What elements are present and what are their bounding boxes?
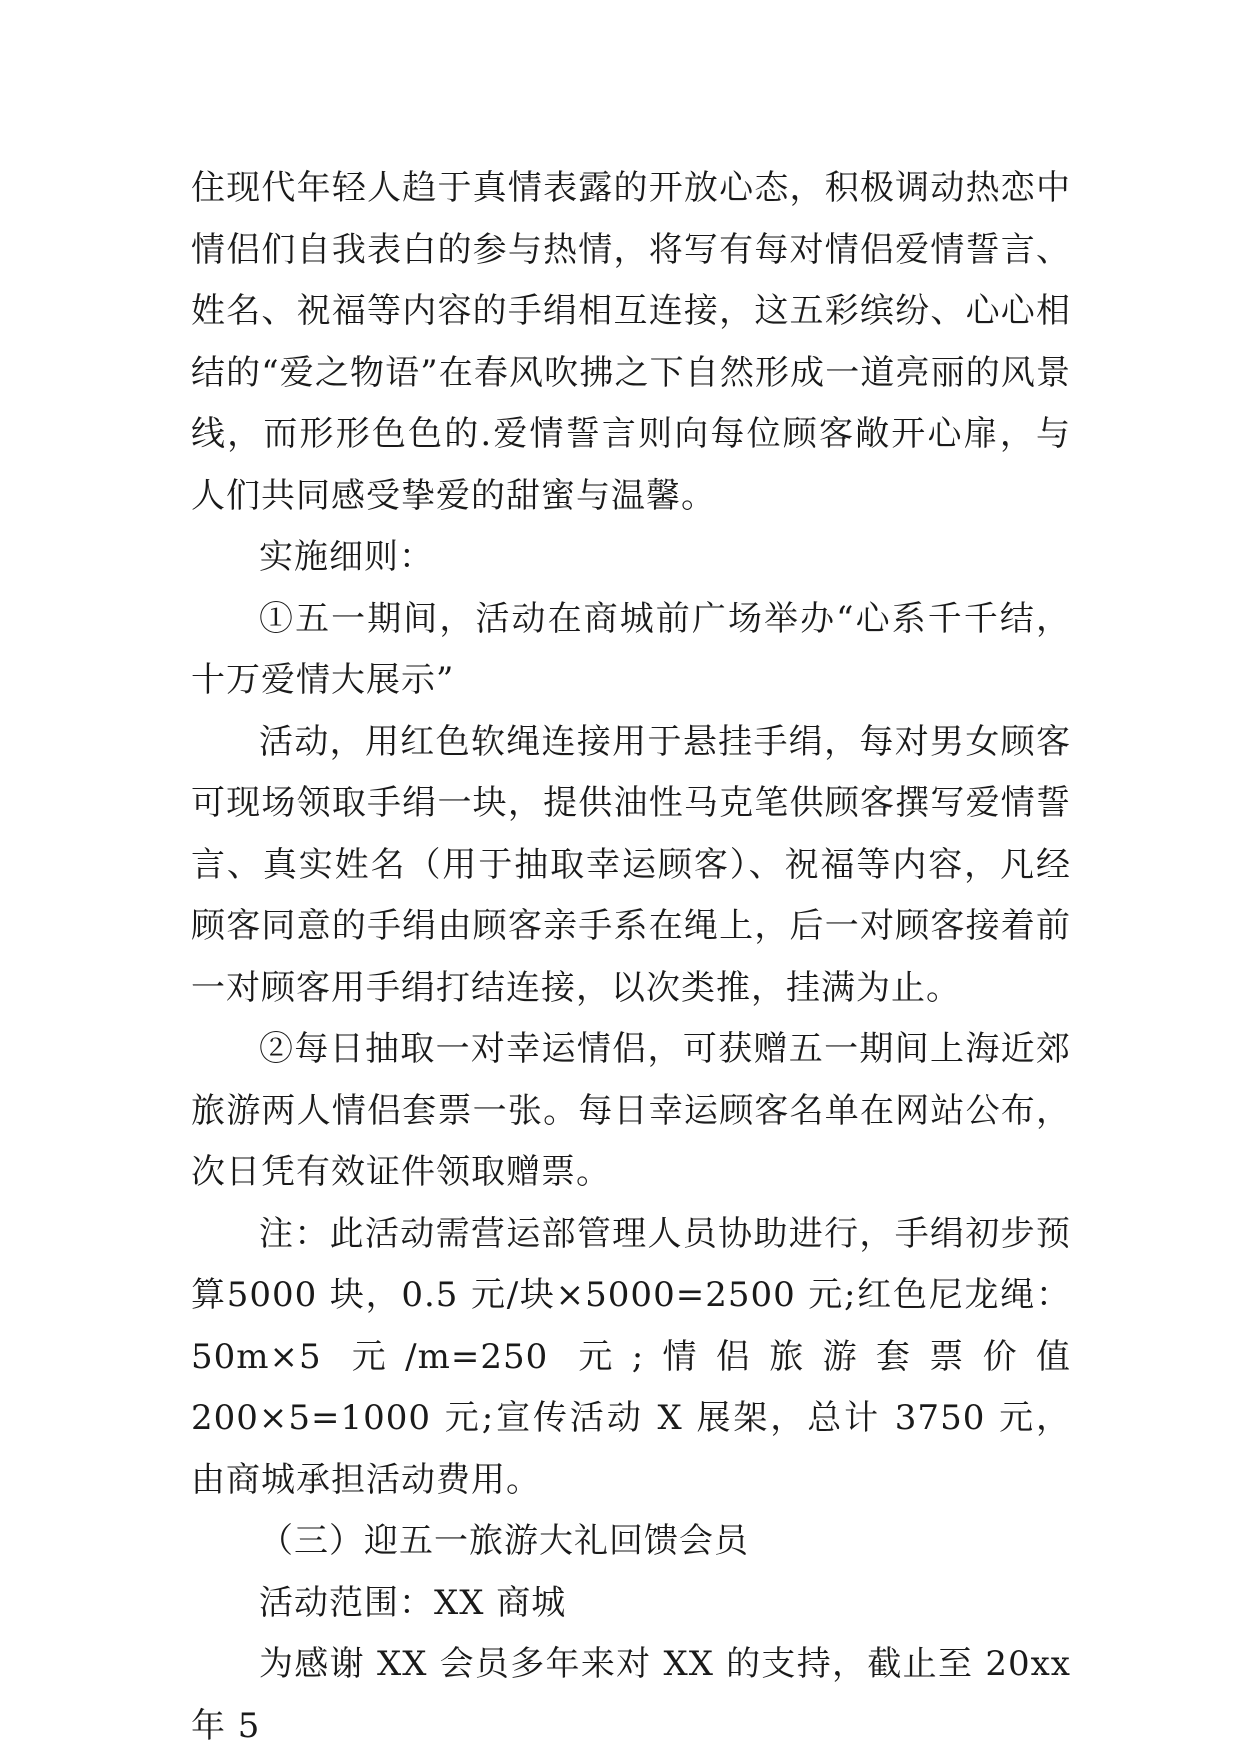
document-body bbox=[191, 158, 1071, 1757]
paragraph-activity-details: 活动，用红色软绳连接用于悬挂手绢，每对男女顾客可现场领取手绢一块，提供油性马克笔供顾客撰写爱情誓言、真实姓名（用于抽取幸运顾客）、祝福等内容，凡经顾客同意的手绢由顾客亲手系在绳上，后一对顾客接着前一对顾客用手绢打结连接，以次类推，挂满为止。 bbox=[191, 721, 1071, 1008]
paragraph-thanks-members: 为感谢 XX 会员多年来对 XX 的支持，截止至 20xx 年 5 bbox=[191, 1644, 1071, 1746]
paragraph-rule-2: ②每日抽取一对幸运情侣，可获赠五一期间上海近郊旅游两人情侣套票一张。每日幸运顾客名单在网站公布，次日凭有效证件领取赠票。 bbox=[191, 1029, 1071, 1192]
paragraph-intro-continuation: 住现代年轻人趋于真情表露的开放心态，积极调动热恋中情侣们自我表白的参与热情，将写有每对情侣爱情誓言、姓名、祝福等内容的手绢相互连接，这五彩缤纷、心心相结的“爱之物语”在春风吹拂之下自然形成一道亮丽的风景线，而形形色色的.爱情誓言则向每位顾客敞开心扉，与人们共同感受挚爱的甜蜜与温馨。 bbox=[191, 168, 1071, 516]
paragraph-activity-scope: 活动范围：XX 商城 bbox=[259, 1582, 567, 1623]
paragraph-rule-1: ①五一期间，活动在商城前广场举办“心系千千结，十万爱情大展示” bbox=[191, 598, 1071, 700]
paragraph-rules-heading: 实施细则： bbox=[259, 537, 434, 577]
section-heading-3: （三）迎五一旅游大礼回馈会员 bbox=[259, 1521, 749, 1561]
paragraph-budget-note: 注：此活动需营运部管理人员协助进行，手绢初步预算5000 块，0.5 元/块×5000=2500 元;红色尼龙绳：50m×5 元/m=250 元;情侣旅游套票价值 200×5=1000 元;宣传活动 X 展架，总计 3750 元，由商城承担活动费用。 bbox=[191, 1213, 1071, 1500]
